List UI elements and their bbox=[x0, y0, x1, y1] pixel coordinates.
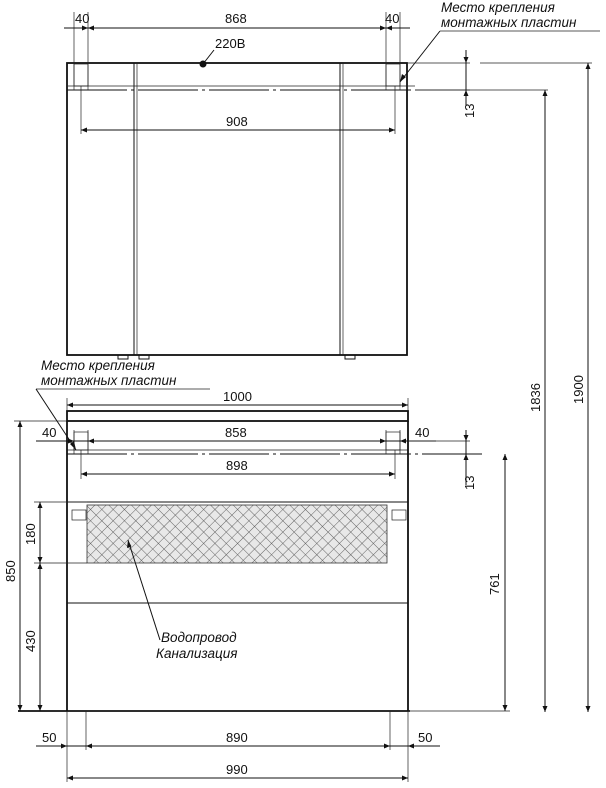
vanity-mount-note-line1: Место крепления bbox=[41, 358, 155, 373]
vanity-cabinet bbox=[3, 358, 510, 782]
mirror-mount-plate-left bbox=[74, 64, 88, 86]
vanity-drawer-handle-left bbox=[72, 510, 86, 520]
vanity-drawer-handle-right bbox=[392, 510, 406, 520]
vanity-mount-note-line2: монтажных пластин bbox=[41, 373, 177, 388]
mirror-mount-note-line2: монтажных пластин bbox=[441, 15, 577, 30]
mirror-dim-mount-span: 868 bbox=[225, 11, 247, 26]
vanity-dim-total-height: 850 bbox=[3, 560, 18, 582]
mirror-dim-top-height: 1900 bbox=[571, 375, 586, 404]
vanity-dim-mount-height: 13 bbox=[462, 475, 477, 490]
vanity-dim-left-offset: 40 bbox=[42, 425, 57, 440]
vanity-dim-mount-span: 858 bbox=[225, 425, 247, 440]
mirror-dim-mount-height: 13 bbox=[462, 103, 477, 118]
vanity-dim-right-offset: 40 bbox=[415, 425, 430, 440]
mirror-cabinet-body bbox=[67, 63, 407, 355]
service-label-sewer: Канализация bbox=[156, 646, 238, 661]
vanity-dim-leg-right: 50 bbox=[418, 730, 433, 745]
vanity-dim-body-width: 990 bbox=[226, 762, 248, 777]
vanity-dim-inner-width: 898 bbox=[226, 458, 248, 473]
mirror-dim-left-offset: 40 bbox=[75, 11, 90, 26]
vanity-dim-service-zone: 180 bbox=[23, 523, 38, 545]
mirror-dim-inner-width: 908 bbox=[226, 114, 248, 129]
power-label: 220В bbox=[215, 36, 246, 51]
vanity-countertop bbox=[67, 411, 408, 421]
vanity-dim-mount-floor-height: 761 bbox=[487, 573, 502, 595]
service-zone-hatch bbox=[87, 505, 387, 563]
mirror-mount-plate-right bbox=[386, 64, 400, 86]
mirror-dim-right-offset: 40 bbox=[385, 11, 400, 26]
service-label-water: Водопровод bbox=[161, 630, 237, 645]
vanity-dim-top-width: 1000 bbox=[223, 389, 252, 404]
mirror-dim-mount-floor-height: 1836 bbox=[528, 383, 543, 412]
mirror-mount-note-line1: Место крепления bbox=[441, 0, 555, 15]
vanity-dim-leg-span: 890 bbox=[226, 730, 248, 745]
vanity-dim-leg-left: 50 bbox=[42, 730, 57, 745]
mirror-cabinet bbox=[64, 0, 600, 712]
vanity-dim-service-floor: 430 bbox=[23, 630, 38, 652]
